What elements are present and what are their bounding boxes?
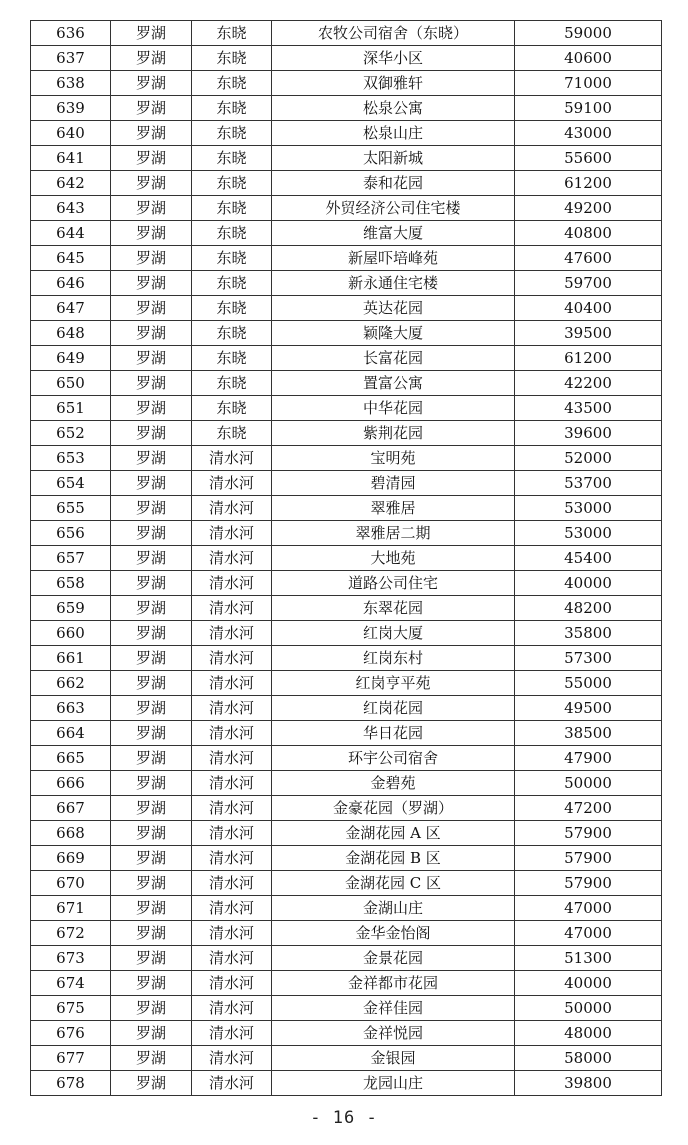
area-cell: 清水河	[192, 671, 272, 696]
row-number-cell: 648	[31, 321, 111, 346]
row-number-cell: 640	[31, 121, 111, 146]
district-cell: 罗湖	[111, 96, 192, 121]
district-cell: 罗湖	[111, 446, 192, 471]
property-name-cell: 深华小区	[272, 46, 515, 71]
area-cell: 清水河	[192, 696, 272, 721]
property-name-cell: 新屋吓培峰苑	[272, 246, 515, 271]
table-row	[31, 46, 662, 71]
property-name-cell: 宝明苑	[272, 446, 515, 471]
price-cell: 50000	[515, 771, 662, 796]
district-cell: 罗湖	[111, 221, 192, 246]
property-name-cell: 翠雅居二期	[272, 521, 515, 546]
table-row	[31, 596, 662, 621]
price-cell: 42200	[515, 371, 662, 396]
row-number-cell: 664	[31, 721, 111, 746]
area-cell: 东晓	[192, 421, 272, 446]
price-cell: 47900	[515, 746, 662, 771]
district-cell: 罗湖	[111, 596, 192, 621]
district-cell: 罗湖	[111, 1021, 192, 1046]
district-cell: 罗湖	[111, 721, 192, 746]
area-cell: 清水河	[192, 621, 272, 646]
property-name-cell: 太阳新城	[272, 146, 515, 171]
district-cell: 罗湖	[111, 396, 192, 421]
area-cell: 东晓	[192, 146, 272, 171]
property-name-cell: 环宇公司宿舍	[272, 746, 515, 771]
price-cell: 55600	[515, 146, 662, 171]
area-cell: 东晓	[192, 71, 272, 96]
property-name-cell: 金豪花园（罗湖）	[272, 796, 515, 821]
area-cell: 清水河	[192, 1046, 272, 1071]
row-number-cell: 660	[31, 621, 111, 646]
property-name-cell: 金湖花园 B 区	[272, 846, 515, 871]
area-cell: 清水河	[192, 896, 272, 921]
row-number-cell: 669	[31, 846, 111, 871]
area-cell: 清水河	[192, 571, 272, 596]
row-number-cell: 678	[31, 1071, 111, 1096]
area-cell: 清水河	[192, 546, 272, 571]
table-row	[31, 221, 662, 246]
area-cell: 东晓	[192, 196, 272, 221]
property-name-cell: 大地苑	[272, 546, 515, 571]
row-number-cell: 674	[31, 971, 111, 996]
table-row	[31, 121, 662, 146]
area-cell: 清水河	[192, 1071, 272, 1096]
area-cell: 清水河	[192, 996, 272, 1021]
area-cell: 清水河	[192, 471, 272, 496]
property-name-cell: 红岗亨平苑	[272, 671, 515, 696]
area-cell: 清水河	[192, 821, 272, 846]
property-name-cell: 松泉山庄	[272, 121, 515, 146]
table-row	[31, 196, 662, 221]
row-number-cell: 658	[31, 571, 111, 596]
property-name-cell: 金碧苑	[272, 771, 515, 796]
table-row	[31, 746, 662, 771]
row-number-cell: 672	[31, 921, 111, 946]
property-name-cell: 金银园	[272, 1046, 515, 1071]
area-cell: 清水河	[192, 796, 272, 821]
row-number-cell: 653	[31, 446, 111, 471]
table-row	[31, 346, 662, 371]
price-cell: 48200	[515, 596, 662, 621]
district-cell: 罗湖	[111, 246, 192, 271]
district-cell: 罗湖	[111, 621, 192, 646]
price-cell: 39800	[515, 1071, 662, 1096]
property-name-cell: 双御雅轩	[272, 71, 515, 96]
table-row	[31, 471, 662, 496]
property-name-cell: 碧清园	[272, 471, 515, 496]
price-cell: 55000	[515, 671, 662, 696]
district-cell: 罗湖	[111, 471, 192, 496]
row-number-cell: 637	[31, 46, 111, 71]
district-cell: 罗湖	[111, 746, 192, 771]
property-name-cell: 金祥都市花园	[272, 971, 515, 996]
property-name-cell: 龙园山庄	[272, 1071, 515, 1096]
table-row	[31, 846, 662, 871]
price-cell: 53000	[515, 496, 662, 521]
property-name-cell: 农牧公司宿舍（东晓）	[272, 21, 515, 46]
price-cell: 47600	[515, 246, 662, 271]
property-name-cell: 金湖花园 A 区	[272, 821, 515, 846]
price-cell: 53700	[515, 471, 662, 496]
row-number-cell: 636	[31, 21, 111, 46]
table-row	[31, 621, 662, 646]
row-number-cell: 655	[31, 496, 111, 521]
table-row	[31, 96, 662, 121]
row-number-cell: 650	[31, 371, 111, 396]
row-number-cell: 656	[31, 521, 111, 546]
area-cell: 清水河	[192, 496, 272, 521]
document-sheet	[30, 20, 661, 1096]
district-cell: 罗湖	[111, 521, 192, 546]
area-cell: 东晓	[192, 46, 272, 71]
area-cell: 清水河	[192, 521, 272, 546]
table-row	[31, 446, 662, 471]
area-cell: 东晓	[192, 21, 272, 46]
price-cell: 59700	[515, 271, 662, 296]
district-cell: 罗湖	[111, 571, 192, 596]
price-cell: 40600	[515, 46, 662, 71]
price-cell: 57900	[515, 821, 662, 846]
property-name-cell: 红岗大厦	[272, 621, 515, 646]
district-cell: 罗湖	[111, 646, 192, 671]
district-cell: 罗湖	[111, 871, 192, 896]
price-cell: 49500	[515, 696, 662, 721]
district-cell: 罗湖	[111, 946, 192, 971]
property-name-cell: 松泉公寓	[272, 96, 515, 121]
property-name-cell: 翠雅居	[272, 496, 515, 521]
property-name-cell: 颖隆大厦	[272, 321, 515, 346]
district-cell: 罗湖	[111, 796, 192, 821]
table-row	[31, 546, 662, 571]
table-row	[31, 796, 662, 821]
table-row	[31, 646, 662, 671]
table-row	[31, 171, 662, 196]
property-name-cell: 红岗东村	[272, 646, 515, 671]
district-cell: 罗湖	[111, 171, 192, 196]
district-cell: 罗湖	[111, 321, 192, 346]
property-name-cell: 中华花园	[272, 396, 515, 421]
price-cell: 43500	[515, 396, 662, 421]
price-cell: 40000	[515, 971, 662, 996]
area-cell: 清水河	[192, 721, 272, 746]
area-cell: 清水河	[192, 946, 272, 971]
row-number-cell: 654	[31, 471, 111, 496]
row-number-cell: 647	[31, 296, 111, 321]
area-cell: 东晓	[192, 371, 272, 396]
property-name-cell: 紫荆花园	[272, 421, 515, 446]
district-cell: 罗湖	[111, 271, 192, 296]
area-cell: 清水河	[192, 446, 272, 471]
property-name-cell: 泰和花园	[272, 171, 515, 196]
property-name-cell: 金湖山庄	[272, 896, 515, 921]
row-number-cell: 643	[31, 196, 111, 221]
district-cell: 罗湖	[111, 121, 192, 146]
table-row	[31, 571, 662, 596]
district-cell: 罗湖	[111, 196, 192, 221]
area-cell: 东晓	[192, 246, 272, 271]
price-cell: 47000	[515, 921, 662, 946]
area-cell: 清水河	[192, 871, 272, 896]
area-cell: 清水河	[192, 771, 272, 796]
district-cell: 罗湖	[111, 546, 192, 571]
area-cell: 东晓	[192, 346, 272, 371]
table-row	[31, 996, 662, 1021]
row-number-cell: 676	[31, 1021, 111, 1046]
row-number-cell: 675	[31, 996, 111, 1021]
area-cell: 东晓	[192, 96, 272, 121]
property-name-cell: 华日花园	[272, 721, 515, 746]
property-name-cell: 金祥佳园	[272, 996, 515, 1021]
district-cell: 罗湖	[111, 996, 192, 1021]
property-name-cell: 金湖花园 C 区	[272, 871, 515, 896]
row-number-cell: 668	[31, 821, 111, 846]
property-name-cell: 置富公寓	[272, 371, 515, 396]
price-cell: 39500	[515, 321, 662, 346]
table-row	[31, 871, 662, 896]
price-cell: 35800	[515, 621, 662, 646]
district-cell: 罗湖	[111, 671, 192, 696]
price-cell: 48000	[515, 1021, 662, 1046]
price-cell: 45400	[515, 546, 662, 571]
table-row	[31, 671, 662, 696]
area-cell: 东晓	[192, 296, 272, 321]
area-cell: 清水河	[192, 846, 272, 871]
row-number-cell: 667	[31, 796, 111, 821]
price-cell: 59000	[515, 21, 662, 46]
property-name-cell: 道路公司住宅	[272, 571, 515, 596]
property-name-cell: 维富大厦	[272, 221, 515, 246]
district-cell: 罗湖	[111, 146, 192, 171]
district-cell: 罗湖	[111, 296, 192, 321]
row-number-cell: 657	[31, 546, 111, 571]
table-row	[31, 396, 662, 421]
district-cell: 罗湖	[111, 921, 192, 946]
price-cell: 40000	[515, 571, 662, 596]
row-number-cell: 671	[31, 896, 111, 921]
table-row	[31, 371, 662, 396]
row-number-cell: 642	[31, 171, 111, 196]
row-number-cell: 639	[31, 96, 111, 121]
property-name-cell: 东翠花园	[272, 596, 515, 621]
row-number-cell: 673	[31, 946, 111, 971]
table-row	[31, 246, 662, 271]
area-cell: 东晓	[192, 396, 272, 421]
table-row	[31, 1046, 662, 1071]
row-number-cell: 651	[31, 396, 111, 421]
area-cell: 清水河	[192, 596, 272, 621]
page-number: - 16 -	[310, 1108, 378, 1128]
table-row	[31, 971, 662, 996]
table-row	[31, 146, 662, 171]
price-cell: 52000	[515, 446, 662, 471]
property-name-cell: 红岗花园	[272, 696, 515, 721]
price-cell: 71000	[515, 71, 662, 96]
property-name-cell: 新永通住宅楼	[272, 271, 515, 296]
property-name-cell: 金祥悦园	[272, 1021, 515, 1046]
table-row	[31, 421, 662, 446]
row-number-cell: 646	[31, 271, 111, 296]
price-cell: 38500	[515, 721, 662, 746]
district-cell: 罗湖	[111, 1071, 192, 1096]
property-name-cell: 金华金怡阁	[272, 921, 515, 946]
table-row	[31, 771, 662, 796]
table-row	[31, 1071, 662, 1096]
price-cell: 51300	[515, 946, 662, 971]
table-row	[31, 21, 662, 46]
row-number-cell: 670	[31, 871, 111, 896]
row-number-cell: 652	[31, 421, 111, 446]
price-cell: 61200	[515, 171, 662, 196]
table-row	[31, 521, 662, 546]
table-row	[31, 821, 662, 846]
row-number-cell: 644	[31, 221, 111, 246]
price-cell: 47200	[515, 796, 662, 821]
area-cell: 清水河	[192, 921, 272, 946]
price-cell: 59100	[515, 96, 662, 121]
area-cell: 东晓	[192, 271, 272, 296]
row-number-cell: 661	[31, 646, 111, 671]
price-cell: 47000	[515, 896, 662, 921]
table-row	[31, 921, 662, 946]
property-name-cell: 金景花园	[272, 946, 515, 971]
price-cell: 61200	[515, 346, 662, 371]
table-row	[31, 71, 662, 96]
price-cell: 43000	[515, 121, 662, 146]
row-number-cell: 649	[31, 346, 111, 371]
property-name-cell: 长富花园	[272, 346, 515, 371]
district-cell: 罗湖	[111, 1046, 192, 1071]
row-number-cell: 666	[31, 771, 111, 796]
row-number-cell: 659	[31, 596, 111, 621]
district-cell: 罗湖	[111, 821, 192, 846]
district-cell: 罗湖	[111, 971, 192, 996]
district-cell: 罗湖	[111, 421, 192, 446]
row-number-cell: 662	[31, 671, 111, 696]
price-cell: 57900	[515, 846, 662, 871]
row-number-cell: 663	[31, 696, 111, 721]
row-number-cell: 641	[31, 146, 111, 171]
price-cell: 58000	[515, 1046, 662, 1071]
table-row	[31, 321, 662, 346]
row-number-cell: 665	[31, 746, 111, 771]
table-body	[31, 21, 662, 1096]
table-row	[31, 696, 662, 721]
table-row	[31, 296, 662, 321]
area-cell: 清水河	[192, 971, 272, 996]
district-cell: 罗湖	[111, 896, 192, 921]
price-cell: 40400	[515, 296, 662, 321]
price-cell: 50000	[515, 996, 662, 1021]
price-cell: 53000	[515, 521, 662, 546]
area-cell: 清水河	[192, 1021, 272, 1046]
area-cell: 东晓	[192, 221, 272, 246]
table-row	[31, 1021, 662, 1046]
area-cell: 东晓	[192, 121, 272, 146]
property-name-cell: 外贸经济公司住宅楼	[272, 196, 515, 221]
table-row	[31, 896, 662, 921]
row-number-cell: 645	[31, 246, 111, 271]
table-row	[31, 271, 662, 296]
price-table	[30, 20, 662, 1096]
district-cell: 罗湖	[111, 46, 192, 71]
row-number-cell: 677	[31, 1046, 111, 1071]
area-cell: 清水河	[192, 746, 272, 771]
district-cell: 罗湖	[111, 846, 192, 871]
area-cell: 东晓	[192, 321, 272, 346]
district-cell: 罗湖	[111, 696, 192, 721]
price-cell: 40800	[515, 221, 662, 246]
district-cell: 罗湖	[111, 346, 192, 371]
property-name-cell: 英达花园	[272, 296, 515, 321]
area-cell: 清水河	[192, 646, 272, 671]
district-cell: 罗湖	[111, 21, 192, 46]
district-cell: 罗湖	[111, 371, 192, 396]
district-cell: 罗湖	[111, 71, 192, 96]
row-number-cell: 638	[31, 71, 111, 96]
price-cell: 57300	[515, 646, 662, 671]
district-cell: 罗湖	[111, 496, 192, 521]
price-cell: 49200	[515, 196, 662, 221]
table-row	[31, 496, 662, 521]
price-cell: 57900	[515, 871, 662, 896]
table-row	[31, 721, 662, 746]
district-cell: 罗湖	[111, 771, 192, 796]
price-cell: 39600	[515, 421, 662, 446]
area-cell: 东晓	[192, 171, 272, 196]
table-row	[31, 946, 662, 971]
